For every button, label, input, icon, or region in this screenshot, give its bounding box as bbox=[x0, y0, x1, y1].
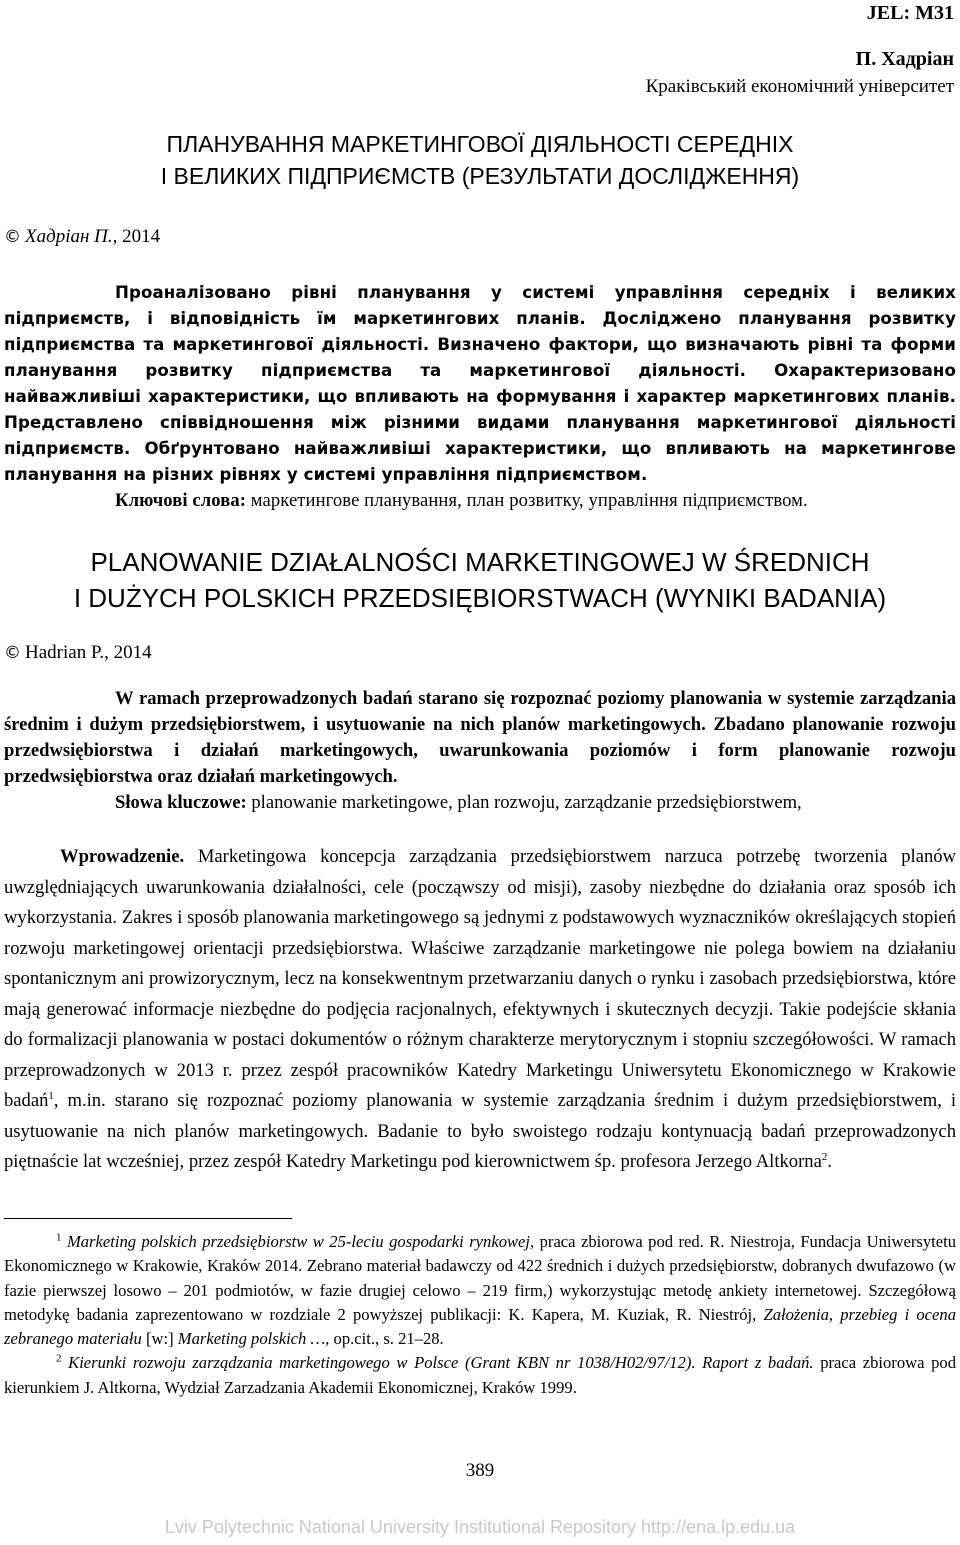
footnote-2-text: praca zbiorowa pod kierunkiem J. Altkorna, Wydział Zarzadzania Akademii Ekonomicznej, Kraków 1999. bbox=[4, 1353, 956, 1397]
footnote-divider bbox=[4, 1218, 292, 1219]
repository-watermark: Lviv Polytechnic National University Institutional Repository http://ena.lp.edu.ua bbox=[164, 1517, 796, 1537]
footnotes bbox=[4, 1230, 956, 1400]
polish-abstract-text: W ramach przeprowadzonych badań starano się rozpoznać poziomy planowania w systemie zarządzania średnim i dużym przedsiębiorstwem, i usytuowanie na nich planów marketingowych. Zbadano planowanie rozwoju przedwsiębiorstwa i działań marketingowych, uwarunkowania poziomów i form planowanie rozwoju przedwsiębiorstwa oraz działań marketingowych. bbox=[4, 688, 956, 787]
polish-title-line-1: PLANOWANIE DZIAŁALNOŚCI MARKETINGOWEJ W ŚREDNICH bbox=[90, 547, 870, 577]
footnote-ref-1: 1 bbox=[48, 1089, 54, 1102]
polish-title bbox=[0, 544, 960, 616]
copyright-icon: © bbox=[4, 227, 21, 247]
copyright-author: Hadrian P. bbox=[25, 642, 105, 663]
keywords-text: маркетингове планування, план розвитку, управління підприємством. bbox=[246, 490, 808, 511]
introduction-text-1: Marketingowa koncepcja zarządzania przedsiębiorstwem narzuca potrzebę tworzenia planów uwzględniających uwarunkowania działalności, cele (począwszy od misji), zasoby niezbędne do działania oraz sposób ich wykorzystania. Zakres i sposób planowania marketingowego są jednymi z podstawowych wyznaczników określających stopień rozwoju marketingowej orientacji przedsiębiorstwa. Właściwe zarządzanie marketingowe nie polega bowiem na działaniu spontanicznym ani prowizorycznym, lecz na konsekwentnym przetwarzaniu danych o rynku i zasobach przedsiębiorstwa, które mają generować informacje niezbędne do podjęcia racjonalnych, efektywnych i skutecznych decyzji. Takie podejście skłania do formalizacji planowania w postaci dokumentów o różnym charakterze merytorycznym i stopniu szczegółowości. W ramach przeprowadzonych w 2013 r. przez zespół pracowników Katedry Marketingu Uniwersytetu Ekonomicznego w Krakowie badań bbox=[4, 846, 956, 1111]
ukrainian-title-line-1: ПЛАНУВАННЯ МАРКЕТИНГОВОЇ ДІЯЛЬНОСТІ СЕРЕДНІХ bbox=[166, 131, 794, 157]
author-affiliation: Краківський економічний університет bbox=[645, 76, 954, 97]
ukrainian-keywords bbox=[4, 488, 956, 514]
ukrainian-copyright bbox=[4, 226, 160, 248]
ukrainian-abstract-text: Проаналізовано рівні планування у системі управління середніх і великих підприємств, і відповідність їм маркетингових планів. Досліджено планування розвитку підприємства та маркетингової діяльності. Визначено фактори, що визначають рівні та форми планування розвитку підприємства та маркетингової діяльності. Охарактеризовано найважливіші характеристики, що впливають на формування і характер маркетингових планів. Представлено співвідношення між різними видами планування маркетингової діяльності підприємств. Обґрунтовано найважливіші характеристики, що впливають на маркетингове планування на різних рівнях у системі управління підприємством. bbox=[4, 283, 956, 484]
introduction-lead: Wprowadzenie. bbox=[60, 846, 185, 867]
author-name: П. Хадріан bbox=[855, 48, 954, 70]
footnote-1-mark: 1 bbox=[56, 1231, 62, 1244]
footnote-1-text: , praca zbiorowa pod red. R. Niestroja, Fundacja Uniwersytetu Ekonomicznego w Krakowie, Kraków 2014. Zebrano materiał badawczy od 422 średnich i dużych przedsiębiorstw, dobranych dwufazowo (w fazie pierwszej losowo – 201 podmiotów, w fazie drugiej celowo – 219 firm,) wykorzystując metodę ankiety internetowej. Szczegółową metodykę badania zaprezentowano w rozdziale 2 powyższej publikacji: K. Kapera, M. Kuziak, R. Niestrój, bbox=[4, 1232, 956, 1324]
copyright-icon: © bbox=[4, 643, 21, 663]
footnote-1-source: Marketing polskich … bbox=[177, 1329, 326, 1349]
footnote-1-text-3: , op.cit., s. 21–28. bbox=[325, 1329, 444, 1349]
copyright-author: Хадріан П. bbox=[25, 226, 113, 247]
ukrainian-abstract bbox=[4, 280, 956, 514]
ukrainian-title bbox=[0, 128, 960, 192]
copyright-year: , 2014 bbox=[104, 642, 152, 663]
introduction-paragraph bbox=[4, 842, 956, 1178]
jel-code: JEL: M31 bbox=[866, 2, 954, 24]
footnote-ref-2: 2 bbox=[821, 1150, 828, 1163]
copyright-year: , 2014 bbox=[112, 226, 161, 247]
footnote-2-mark: 2 bbox=[56, 1352, 62, 1365]
polish-keywords bbox=[4, 790, 956, 816]
footnote-1-chapter: Założenia, przebieg i ocena zebranego materiału bbox=[4, 1304, 957, 1349]
introduction-text-2: , m.in. starano się rozpoznać poziomy planowania w systemie zarządzania średnim i dużym przedsiębiorstwem, i usytuowanie na nich planów marketingowych. Badanie to było swoistego rodzaju kontynuacją badań przeprowadzonych piętnaście lat wcześniej, przez zespół Katedry Marketingu pod kierownictwem śp. profesora Jerzego Altkorna bbox=[4, 1090, 956, 1172]
footnote-2 bbox=[4, 1351, 956, 1400]
keywords-text: planowanie marketingowe, plan rozwoju, zarządzanie przedsiębiorstwem, bbox=[246, 792, 802, 813]
footnote-1-title: Marketing polskich przedsiębiorstw w 25-leciu gospodarki rynkowej bbox=[61, 1232, 531, 1251]
introduction-text-end: . bbox=[827, 1151, 832, 1172]
ukrainian-title-line-2: І ВЕЛИКИХ ПІДПРИЄМСТВ (РЕЗУЛЬТАТИ ДОСЛІДЖЕННЯ) bbox=[160, 163, 800, 189]
footnote-1 bbox=[4, 1230, 956, 1351]
page-number: 389 bbox=[465, 1460, 495, 1481]
keywords-label: Słowa kluczowe: bbox=[115, 792, 247, 813]
keywords-label: Ключові слова: bbox=[115, 490, 247, 511]
footnote-2-title: Kierunki rozwoju zarządzania marketingowego w Polsce (Grant KBN nr 1038/H02/97/12). Raport z badań. bbox=[61, 1353, 814, 1373]
polish-title-line-2: I DUŻYCH POLSKICH PRZEDSIĘBIORSTWACH (WYNIKI BADANIA) bbox=[73, 583, 887, 613]
introduction bbox=[4, 842, 956, 1178]
footnote-1-text-2: [w:] bbox=[141, 1329, 178, 1349]
polish-copyright bbox=[4, 642, 152, 664]
polish-abstract bbox=[4, 686, 956, 816]
